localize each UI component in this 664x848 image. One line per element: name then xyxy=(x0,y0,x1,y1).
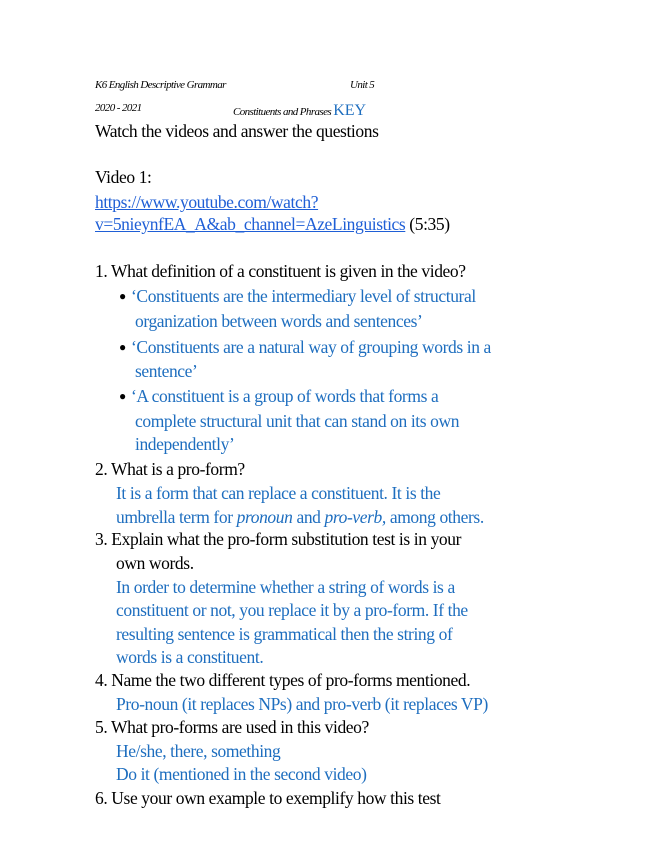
intro-text: Watch the videos and answer the questions xyxy=(95,121,379,141)
q1-answer-1-line-2: organization between words and sentences’ xyxy=(135,311,423,331)
question-1: 1. What definition of a constituent is given in the video? xyxy=(95,261,466,281)
school-years: 2020 - 2021 xyxy=(95,102,142,114)
q1-answer-3-line-1: ‘A constituent is a group of words that forms a xyxy=(131,386,439,406)
question-3-line-1: 3. Explain what the pro-form substitution test is in your xyxy=(95,529,462,549)
question-2: 2. What is a pro-form? xyxy=(95,459,245,479)
key-label: KEY xyxy=(333,102,367,119)
question-4: 4. Name the two different types of pro-forms mentioned. xyxy=(95,670,471,690)
q1-answer-3-line-3: independently’ xyxy=(135,434,235,454)
unit-label: Unit 5 xyxy=(350,79,375,91)
bullet-icon: ● xyxy=(119,289,127,303)
q5-answer-line-2: Do it (mentioned in the second video) xyxy=(116,764,367,784)
q3-answer-line-4: words is a constituent. xyxy=(116,647,264,667)
q3-answer-line-1: In order to determine whether a string of words is a xyxy=(116,577,455,597)
video-url-row xyxy=(95,214,450,235)
q5-answer-line-1: He/she, there, something xyxy=(116,741,281,761)
q1-answer-3-line-2: complete structural unit that can stand on its own xyxy=(135,411,460,431)
q2-term-pronoun: pronoun xyxy=(236,507,293,527)
q2-answer-text-a: umbrella term for xyxy=(116,507,237,527)
q2-answer-line-1: It is a form that can replace a constituent. It is the xyxy=(116,483,441,503)
bullet-icon: ● xyxy=(119,340,127,354)
q2-answer-text-e: among others. xyxy=(385,507,484,527)
topic-label: Constituents and Phrases xyxy=(233,106,332,118)
q2-answer-line-2 xyxy=(116,507,484,528)
video-url-line-1[interactable]: https://www.youtube.com/watch? xyxy=(95,192,319,212)
question-5: 5. What pro-forms are used in this video? xyxy=(95,717,369,737)
q4-answer: Pro-noun (it replaces NPs) and pro-verb (it replaces VP) xyxy=(116,694,488,714)
q1-answer-2-line-2: sentence’ xyxy=(135,361,198,381)
course-title: K6 English Descriptive Grammar xyxy=(95,79,226,91)
q3-answer-line-3: resulting sentence is grammatical then the string of xyxy=(116,624,453,644)
video-label: Video 1: xyxy=(95,167,152,187)
q3-answer-line-2: constituent or not, you replace it by a pro-form. If the xyxy=(116,600,468,620)
video-url-line-2[interactable]: v=5nieynfEA_A&ab_channel=AzeLinguistics xyxy=(95,214,406,234)
bullet-icon: ● xyxy=(119,389,127,403)
q1-answer-1-line-1: ‘Constituents are the intermediary level of structural xyxy=(131,286,476,306)
question-3-line-2: own words. xyxy=(116,553,194,573)
video-duration: (5:35) xyxy=(409,214,450,234)
question-6: 6. Use your own example to exemplify how this test xyxy=(95,788,441,808)
q2-answer-text-c: and xyxy=(292,507,325,527)
q1-answer-2-line-1: ‘Constituents are a natural way of grouping words in a xyxy=(131,337,491,357)
q2-term-pro-verb: pro-verb, xyxy=(324,507,386,527)
header-topic xyxy=(233,102,366,120)
